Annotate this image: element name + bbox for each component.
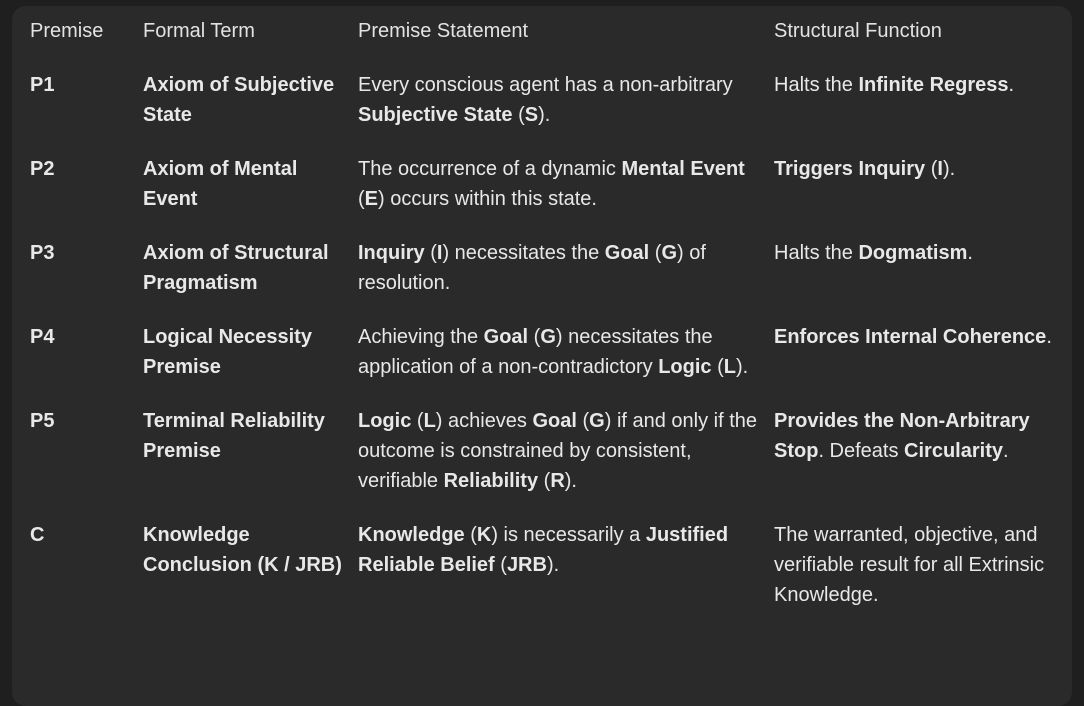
bold-term: L	[723, 356, 736, 378]
text-segment: (	[538, 470, 551, 492]
text-segment: (	[711, 356, 724, 378]
text-segment: (	[411, 410, 424, 432]
text-segment: ).	[942, 158, 956, 180]
bold-term: Knowledge	[358, 524, 465, 546]
text-segment: Achieving the	[358, 326, 484, 348]
formal-term: Terminal Reliability Premise	[143, 410, 325, 462]
bold-term: Circularity	[904, 440, 1003, 462]
text-segment: (	[576, 410, 590, 432]
text-segment: (	[494, 554, 507, 576]
bold-term: Dogmatism	[858, 242, 968, 264]
bold-term: Subjective State	[358, 104, 513, 126]
text-segment: ) necessitates the application of a non-contradictory	[358, 326, 713, 378]
bold-term: Infinite Regress	[858, 74, 1009, 96]
bold-term: E	[364, 188, 379, 210]
text-segment: . Defeats	[818, 440, 905, 462]
text-segment: ).	[538, 104, 551, 126]
formal-term: Knowledge Conclusion (K / JRB)	[143, 524, 342, 576]
text-segment: ) occurs within this state.	[378, 188, 597, 210]
premise-table	[30, 6, 1072, 634]
text-segment: ) is necessarily a	[491, 524, 646, 546]
table-row	[30, 70, 1072, 154]
formal-term: Axiom of Mental Event	[143, 158, 298, 210]
premise-id: P2	[30, 158, 55, 180]
bold-term: K	[476, 524, 492, 546]
formal-term: Axiom of Structural Pragmatism	[143, 242, 329, 294]
bold-term: Logic	[658, 356, 712, 378]
bold-term: R	[550, 470, 565, 492]
text-segment: (	[358, 188, 365, 210]
premise-table-container	[12, 6, 1072, 706]
bold-term: Enforces Internal Coherence	[774, 326, 1047, 348]
bold-term: I	[937, 158, 943, 180]
text-segment: Every conscious agent has a non-arbitrary	[358, 74, 733, 96]
premise-statement	[358, 70, 774, 154]
structural-function	[774, 238, 1072, 322]
structural-function	[774, 520, 1072, 634]
table-row	[30, 520, 1072, 634]
header-structural-function: Structural Function	[774, 20, 942, 42]
bold-term: Triggers Inquiry	[774, 158, 926, 180]
text-segment: Halts the	[774, 74, 859, 96]
premise-statement	[358, 154, 774, 238]
bold-term: L	[423, 410, 436, 432]
premise-id: C	[30, 524, 45, 546]
table-row	[30, 322, 1072, 406]
text-segment: (	[512, 104, 525, 126]
bold-term: G	[661, 242, 677, 264]
bold-term: I	[436, 242, 443, 264]
premise-statement	[358, 520, 774, 634]
text-segment: ).	[564, 470, 577, 492]
premise-statement	[358, 322, 774, 406]
bold-term: Goal	[604, 242, 650, 264]
structural-function	[774, 70, 1072, 154]
text-segment: .	[1002, 440, 1009, 462]
text-segment: (	[464, 524, 477, 546]
text-segment: ) achieves	[435, 410, 533, 432]
text-segment: ).	[735, 356, 749, 378]
bold-term: Reliability	[443, 470, 539, 492]
text-segment: ) of resolution.	[358, 242, 706, 294]
formal-term: Logical Necessity Premise	[143, 326, 312, 378]
bold-term: S	[524, 104, 539, 126]
text-segment: (	[528, 326, 541, 348]
table-row	[30, 154, 1072, 238]
text-segment: Halts the	[774, 242, 859, 264]
structural-function	[774, 322, 1072, 406]
table-row	[30, 406, 1072, 520]
premise-statement	[358, 406, 774, 520]
bold-term: Goal	[532, 410, 577, 432]
bold-term: G	[540, 326, 556, 348]
premise-id: P5	[30, 410, 55, 432]
bold-term: Goal	[483, 326, 529, 348]
bold-term: JRB	[506, 554, 547, 576]
text-segment: (	[424, 242, 437, 264]
bold-term: Mental Event	[621, 158, 745, 180]
text-segment: .	[1008, 74, 1015, 96]
premise-id: P3	[30, 242, 55, 264]
text-segment: ) necessitates the	[442, 242, 605, 264]
header-premise: Premise	[30, 20, 104, 42]
text-segment: .	[967, 242, 973, 264]
premise-statement	[358, 238, 774, 322]
table-row	[30, 238, 1072, 322]
bold-term: Inquiry	[358, 242, 425, 264]
text-segment: ) if and only if the outcome is constrained by consistent, verifiable	[358, 410, 758, 492]
bold-term: Logic	[358, 410, 412, 432]
bold-term: Provides the Non-Arbitrary Stop	[774, 410, 1030, 462]
structural-function	[774, 406, 1072, 520]
bold-term: G	[589, 410, 605, 432]
premise-id: P1	[30, 74, 55, 96]
table-header-row	[30, 6, 1072, 70]
text-segment: .	[1046, 326, 1052, 348]
text-segment: ).	[546, 554, 560, 576]
structural-function	[774, 154, 1072, 238]
header-formal-term: Formal Term	[143, 20, 255, 42]
text-segment: (	[649, 242, 662, 264]
text-segment: (	[925, 158, 938, 180]
text-segment: The occurrence of a dynamic	[358, 158, 622, 180]
table-body	[30, 70, 1072, 634]
premise-id: P4	[30, 326, 55, 348]
text-segment: The warranted, objective, and verifiable result for all Extrinsic Knowledge.	[774, 524, 1045, 606]
formal-term: Axiom of Subjective State	[143, 74, 335, 126]
header-premise-statement: Premise Statement	[358, 20, 529, 42]
bold-term: Justified Reliable Belief	[358, 524, 729, 576]
